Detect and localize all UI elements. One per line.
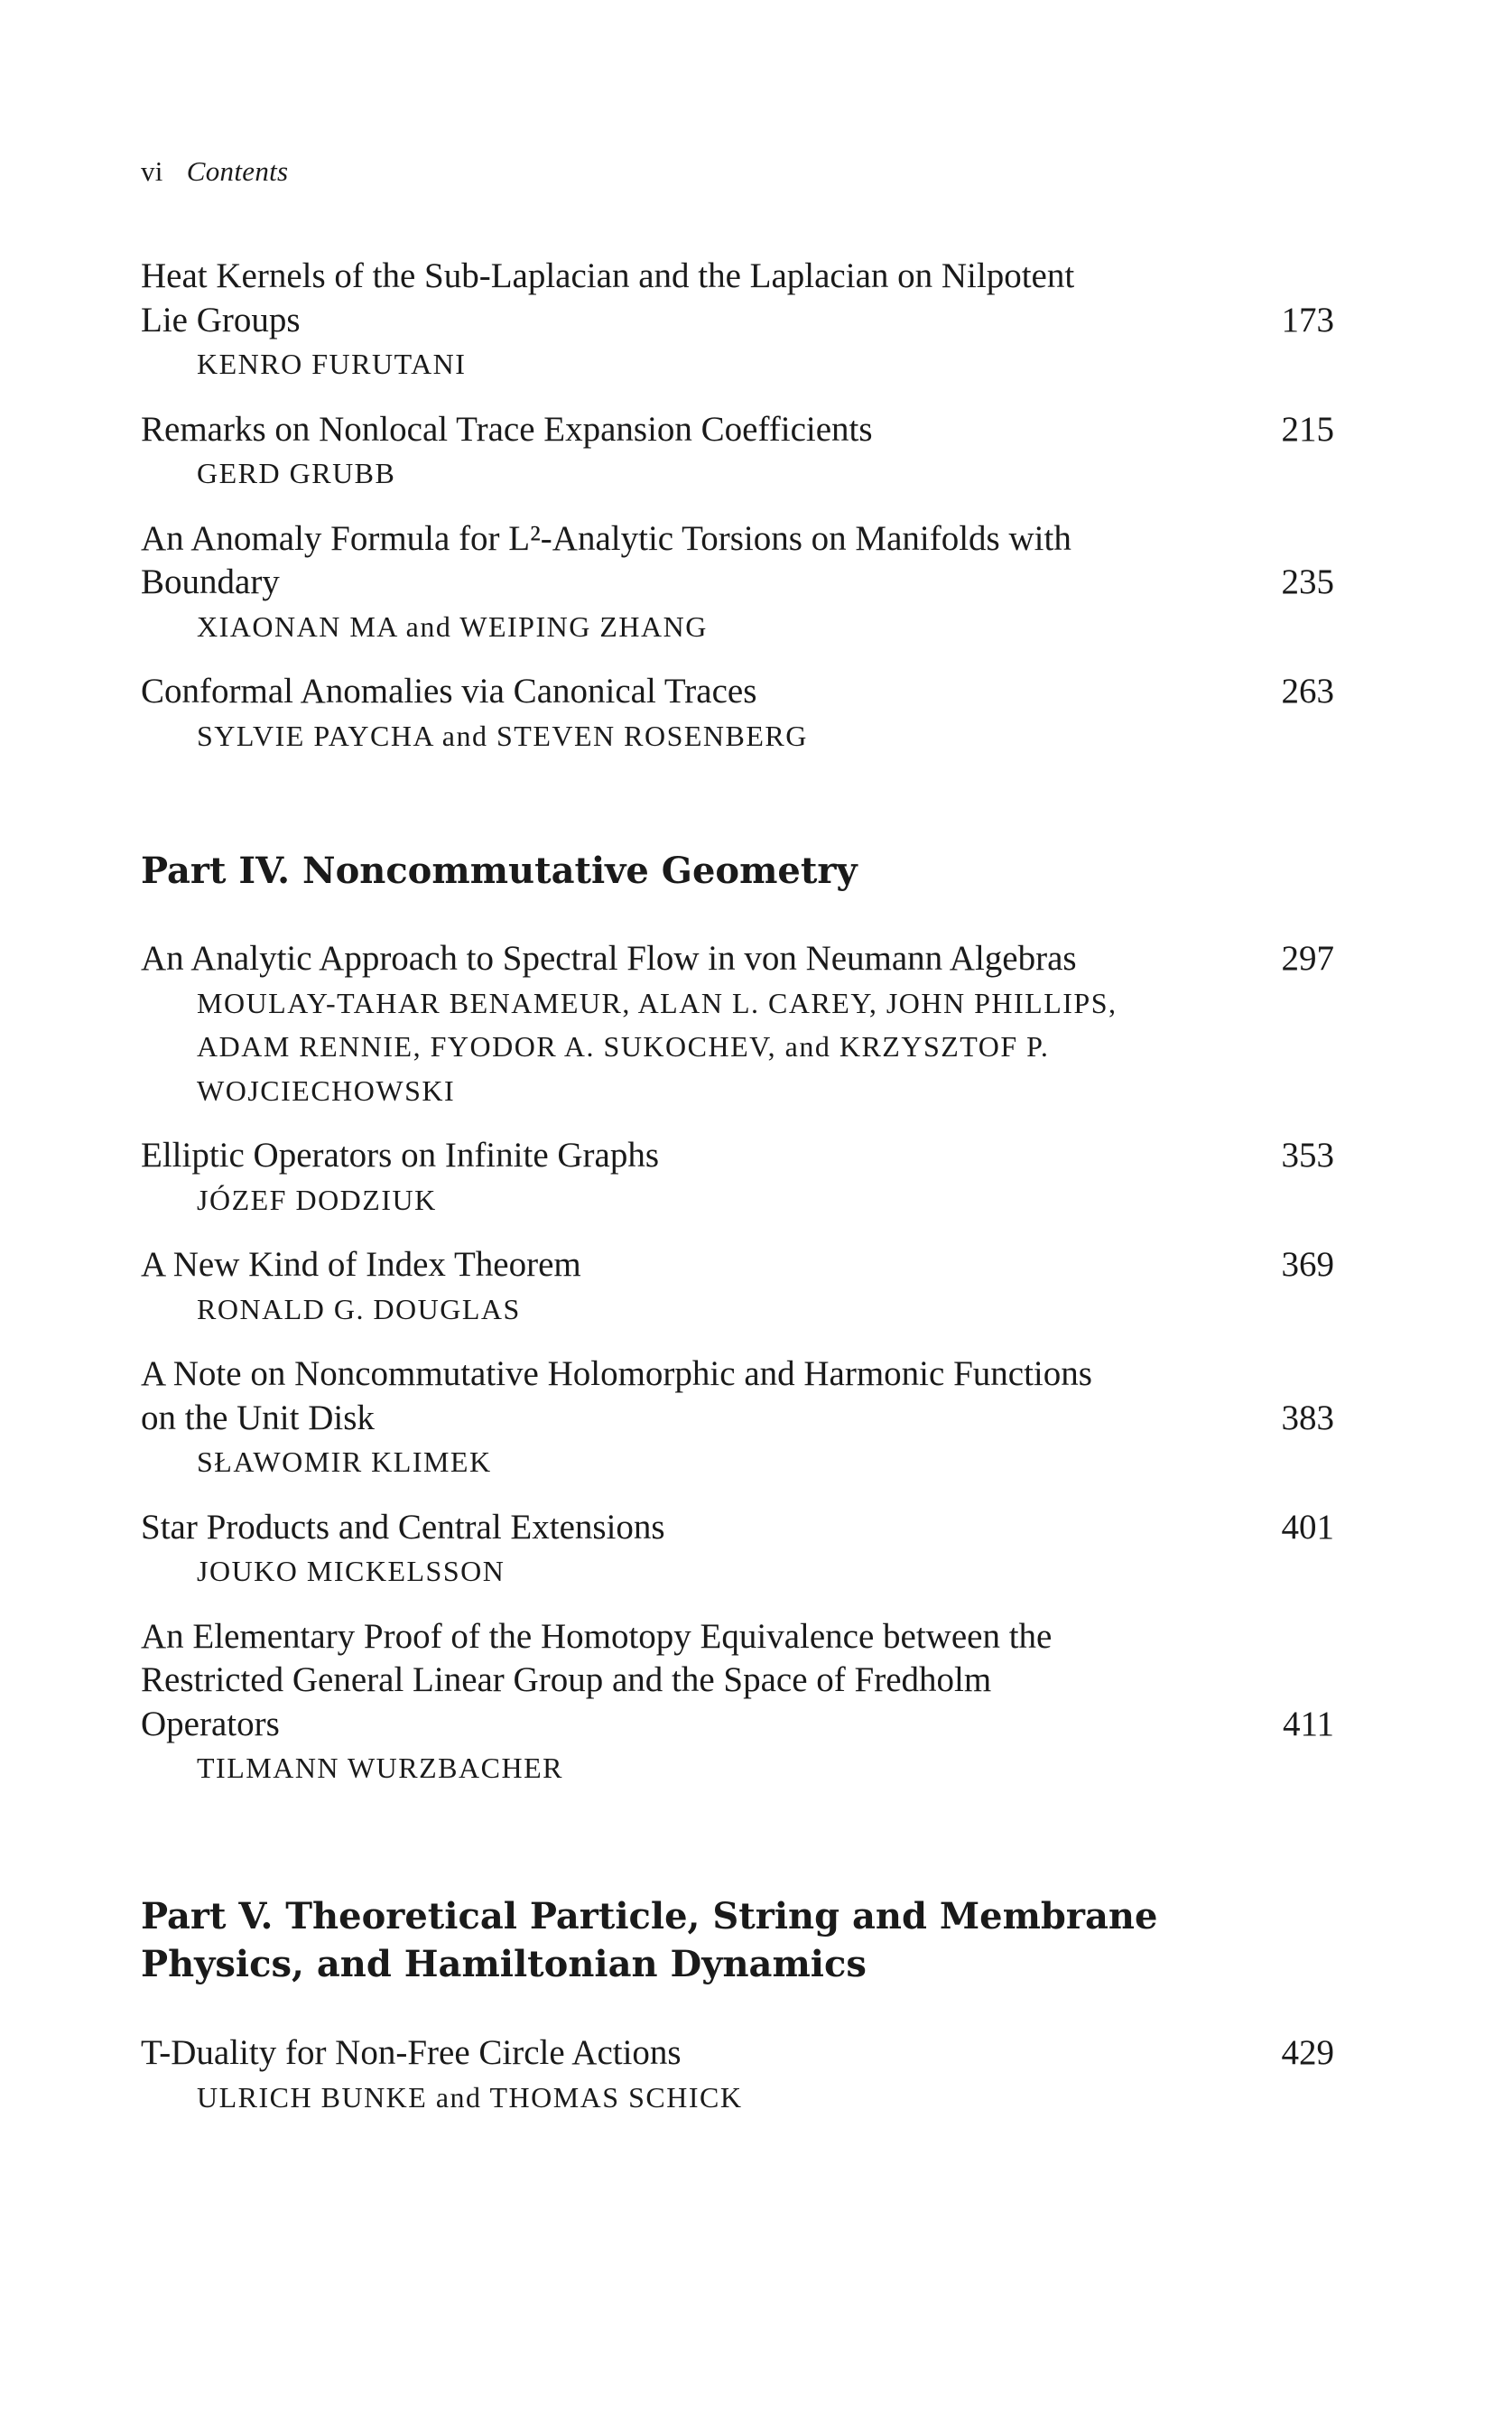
entry-authors-continued: WOJCIECHOWSKI: [197, 1073, 456, 1107]
entry-page-number: 263: [1281, 672, 1334, 711]
entry-authors: JÓZEF DODZIUK: [197, 1183, 437, 1216]
entry-page-number: 401: [1281, 1507, 1334, 1547]
entry-authors: TILMANN WURZBACHER: [197, 1752, 563, 1784]
entry-page-number: 215: [1281, 409, 1334, 449]
entry-title: Conformal Anomalies via Canonical Traces: [141, 672, 757, 711]
toc-entry[interactable]: [141, 937, 1334, 1112]
entry-page-number: 369: [1281, 1245, 1334, 1284]
entry-title-continued: Operators: [141, 1704, 280, 1743]
toc-entry[interactable]: [141, 408, 1334, 496]
running-head: [141, 155, 288, 188]
entry-title: An Elementary Proof of the Homotopy Equivalence between the: [141, 1616, 1053, 1656]
toc-entry[interactable]: [141, 1615, 1334, 1790]
entry-authors: GERD GRUBB: [197, 457, 396, 489]
entry-page-number: 173: [1281, 300, 1334, 339]
part-heading: Part IV. Noncommutative Geometry: [141, 850, 858, 892]
running-head-title: Contents: [186, 155, 289, 187]
entry-page-number: 353: [1281, 1136, 1334, 1175]
entry-title: An Analytic Approach to Spectral Flow in von Neumann Algebras: [141, 939, 1077, 978]
toc-section-continued: [141, 255, 1334, 779]
entry-title: An Anomaly Formula for L²-Analytic Torsions on Manifolds with: [141, 518, 1071, 558]
entry-title: A Note on Noncommutative Holomorphic and Harmonic Functions: [141, 1354, 1092, 1393]
toc-entry[interactable]: [141, 1352, 1334, 1484]
entry-authors: ULRICH BUNKE and THOMAS SCHICK: [197, 2080, 743, 2114]
part-heading: [141, 1892, 1314, 1988]
entry-title-continued: Restricted General Linear Group and the Space of Fredholm: [141, 1660, 992, 1699]
entry-authors-continued: ADAM RENNIE, FYODOR A. SUKOCHEV, and KRZYSZTOF P.: [197, 1030, 1050, 1063]
entry-authors: RONALD G. DOUGLAS: [197, 1292, 521, 1325]
toc-entry[interactable]: [141, 517, 1334, 649]
entry-authors: SYLVIE PAYCHA and STEVEN ROSENBERG: [197, 719, 808, 752]
entry-title-continued: Lie Groups: [141, 300, 301, 339]
entry-authors: XIAONAN MA and WEIPING ZHANG: [197, 609, 708, 643]
entry-title: T-Duality for Non-Free Circle Actions: [141, 2033, 682, 2072]
entry-page-number: 235: [1281, 562, 1334, 601]
entry-page-number: 383: [1281, 1398, 1334, 1437]
toc-part-4: [141, 937, 1334, 1812]
entry-title: Remarks on Nonlocal Trace Expansion Coefficients: [141, 409, 873, 449]
toc-entry[interactable]: [141, 1134, 1334, 1222]
toc-entry[interactable]: [141, 2031, 1334, 2119]
entry-authors: SŁAWOMIR KLIMEK: [197, 1445, 492, 1478]
entry-title-continued: on the Unit Disk: [141, 1398, 375, 1437]
page-folio: vi: [141, 155, 163, 187]
entry-page-number: 411: [1282, 1704, 1334, 1743]
part-heading-line: Physics, and Hamiltonian Dynamics: [141, 1943, 867, 1985]
entry-authors: KENRO FURUTANI: [197, 348, 467, 380]
entry-authors: MOULAY-TAHAR BENAMEUR, ALAN L. CAREY, JOHN PHILLIPS,: [197, 986, 1118, 1019]
entry-title: A New Kind of Index Theorem: [141, 1245, 581, 1284]
toc-entry[interactable]: [141, 1243, 1334, 1331]
entry-title: Elliptic Operators on Infinite Graphs: [141, 1136, 660, 1175]
entry-authors: JOUKO MICKELSSON: [197, 1555, 506, 1587]
toc-entry[interactable]: [141, 255, 1334, 386]
entry-title-continued: Boundary: [141, 562, 280, 601]
entry-page-number: 297: [1281, 939, 1334, 978]
entry-title: Heat Kernels of the Sub-Laplacian and the Laplacian on Nilpotent: [141, 256, 1075, 295]
part-heading-line: Part V. Theoretical Particle, String and Membrane: [141, 1895, 1158, 1937]
toc-part-5: [141, 2031, 1334, 2141]
entry-title: Star Products and Central Extensions: [141, 1507, 665, 1547]
toc-entry[interactable]: [141, 1506, 1334, 1594]
entry-page-number: 429: [1281, 2033, 1334, 2072]
toc-entry[interactable]: [141, 670, 1334, 757]
